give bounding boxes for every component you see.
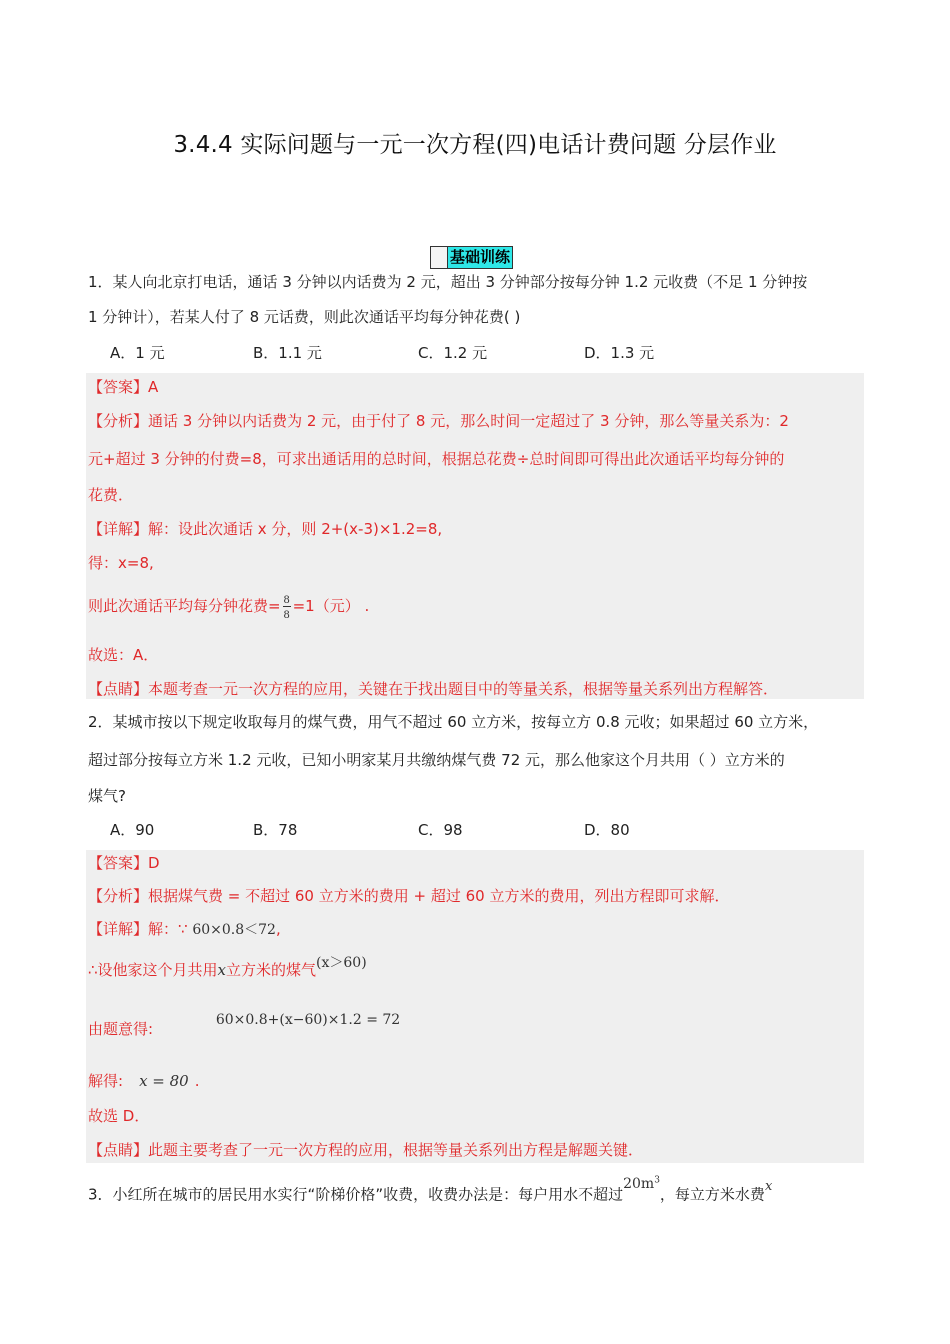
q2-detail-tag: 【详解】 xyxy=(88,920,149,938)
q1-fraction xyxy=(283,592,291,621)
q1-analysis-line1: 【分析】通话 3 分钟以内话费为 2 元，由于付了 8 元，那么时间一定超过了 3 分钟，那么等量关系为：2 xyxy=(88,412,789,430)
q1-detail-tag: 【详解】 xyxy=(88,520,149,538)
q2-detail-comma: , xyxy=(275,920,281,938)
q3-stem-line1 xyxy=(88,1175,773,1211)
q2-option-a: A．90 xyxy=(110,821,155,839)
q1-detail-text: 解：设此次通话 x 分，则 2+(x-3)×1.2=8, xyxy=(148,520,443,538)
q3-amount xyxy=(623,1176,660,1192)
q2-analysis: 【分析】根据煤气费 = 不超过 60 立方米的费用 + 超过 60 立方米的费用，列出方程即可求解． xyxy=(88,887,730,905)
q2-eq-label: 由题意得: xyxy=(88,1020,154,1038)
q1-answer: 【答案】A xyxy=(88,378,159,396)
section-heading xyxy=(430,246,513,269)
q1-detail-line1 xyxy=(88,519,442,539)
q2-equation-line xyxy=(88,1014,400,1045)
q2-sol-math: x = 80 xyxy=(139,1072,189,1090)
q2-stem-line2: 超过部分按每立方米 1.2 元收，已知小明家某月共缴纳煤气费 72 元，那么他家这个月共用（ ）立方米的 xyxy=(88,751,785,769)
q2-set-pre: ∴设他家这个月共用 xyxy=(88,961,218,979)
q3-line-pre: 3．小红所在城市的居民用水实行“阶梯价格”收费，收费办法是：每户用水不超过 xyxy=(88,1185,624,1204)
q1-fraction-denominator: 8 xyxy=(283,607,290,621)
q1-option-b: B．1.1 元 xyxy=(253,344,322,362)
q2-eq-math: 60×0.8+(x−60)×1.2 = 72 xyxy=(215,1012,401,1028)
q2-stem-line3: 煤气? xyxy=(88,787,126,805)
q1-option-a: A．1 元 xyxy=(110,344,165,362)
q1-analysis-line3: 花费． xyxy=(88,486,134,504)
q3-amount-value: 20m xyxy=(623,1175,655,1192)
q3-amount-sup: 3 xyxy=(654,1175,660,1185)
q2-detail-line1 xyxy=(88,919,281,940)
q2-option-c: C．98 xyxy=(418,821,463,839)
q1-choose: 故选：A． xyxy=(88,646,159,664)
q2-set-post: 立方米的煤气 xyxy=(226,961,317,979)
q2-set-line xyxy=(88,955,367,986)
q2-choose: 故选 D． xyxy=(88,1107,150,1125)
page-title: 3.4.4 实际问题与一元一次方程(四)电话计费问题 分层作业 xyxy=(173,132,777,158)
q3-var: x xyxy=(764,1178,773,1194)
q2-comment: 【点睛】此题主要考查了一元一次方程的应用，根据等量关系列出方程是解题关键． xyxy=(88,1141,644,1159)
q1-stem-line1: 1．某人向北京打电话，通话 3 分钟以内话费为 2 元，超出 3 分钟部分按每分钟 1.2 元收费（不足 1 分钟按 xyxy=(88,273,808,291)
section-label: 基础训练 xyxy=(450,248,511,266)
q2-set-math: (x＞60) xyxy=(316,955,367,971)
q1-detail-line2: 得：x=8, xyxy=(88,554,154,572)
q2-option-b: B．78 xyxy=(253,821,298,839)
q1-detail3-post: =1（元） . xyxy=(292,597,370,615)
q2-sol-dot: . xyxy=(194,1072,200,1090)
q2-set-var: x xyxy=(217,961,227,979)
q1-comment: 【点睛】本题考查一元一次方程的应用，关键在于找出题目中的等量关系，根据等量关系列出方程解答． xyxy=(88,680,779,698)
section-checkbox-icon xyxy=(431,247,448,268)
q2-sol-label: 解得: xyxy=(88,1072,124,1090)
q2-stem-line1: 2．某城市按以下规定收取每月的煤气费，用气不超过 60 立方米，按每立方 0.8 元收；如果超过 60 立方米， xyxy=(88,713,819,731)
q2-solution-line xyxy=(88,1071,200,1091)
q2-detail-math: 60×0.8＜72 xyxy=(192,922,276,938)
q1-fraction-numerator: 8 xyxy=(283,592,290,606)
q1-option-c: C．1.2 元 xyxy=(418,344,488,362)
q3-line-mid: ，每立方米水费 xyxy=(659,1185,765,1204)
q2-option-d: D．80 xyxy=(584,821,630,839)
q1-option-d: D．1.3 元 xyxy=(584,344,655,362)
q1-stem-line2: 1 分钟计），若某人付了 8 元话费，则此次通话平均每分钟花费( ) xyxy=(88,308,521,326)
q1-detail-line3 xyxy=(88,586,369,626)
q2-detail-pre: 解：∵ xyxy=(148,920,188,938)
q1-analysis-line2: 元+超过 3 分钟的付费=8，可求出通话用的总时间，根据总花费÷总时间即可得出此次通话平均每分钟的 xyxy=(88,450,785,468)
q1-detail3-pre: 则此次通话平均每分钟花费= xyxy=(88,597,281,615)
q2-answer: 【答案】D xyxy=(88,854,160,872)
